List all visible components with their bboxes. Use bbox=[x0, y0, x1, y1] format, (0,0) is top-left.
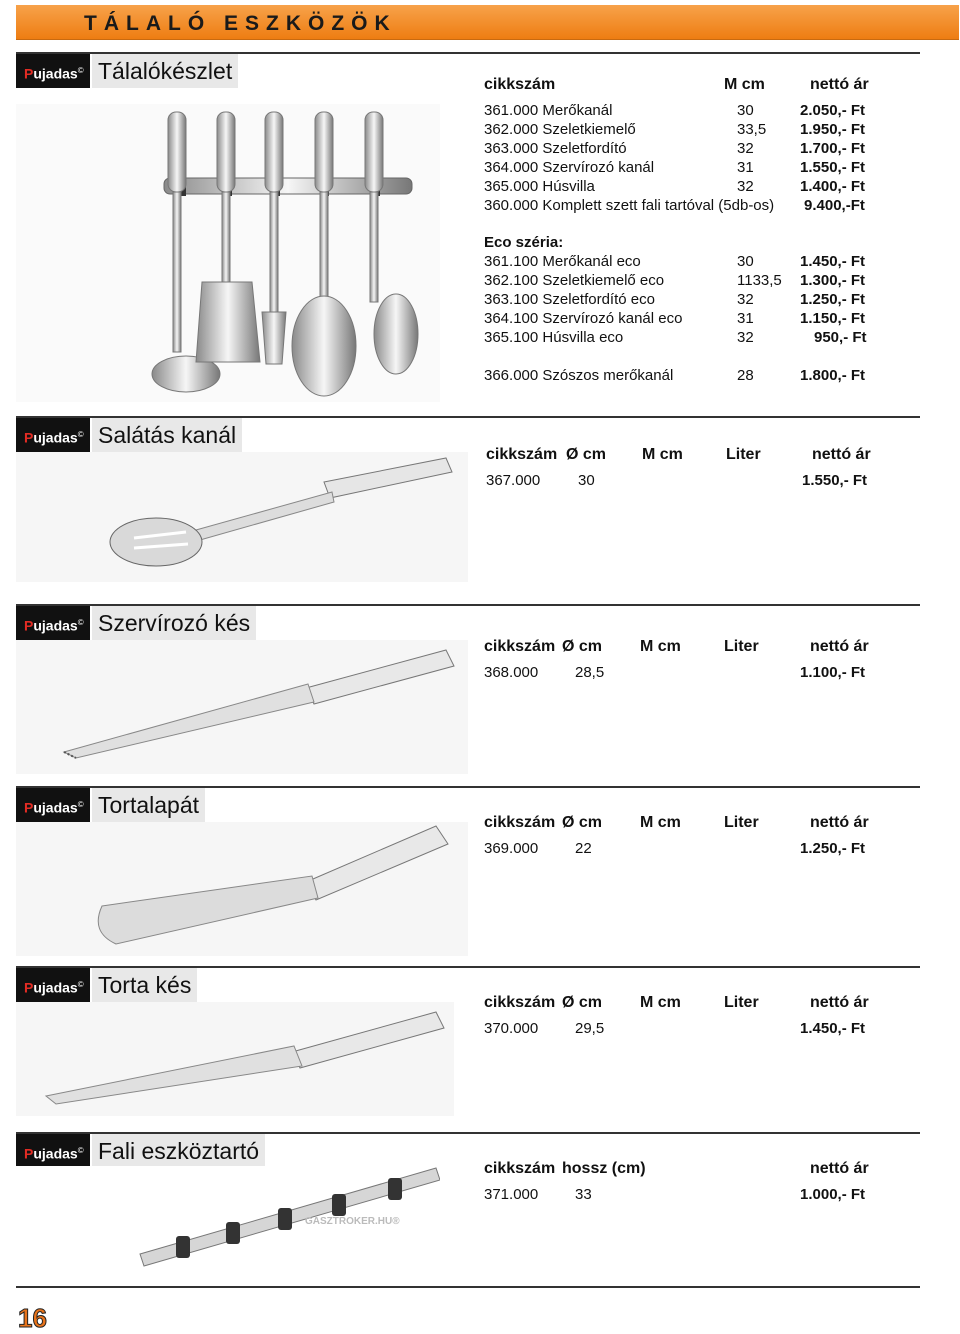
brand-logo: Pujadas© bbox=[16, 54, 90, 88]
section-title: Tálalókészlet bbox=[92, 54, 238, 88]
col-header-price: nettó ár bbox=[810, 814, 869, 831]
banner-title: TÁLALÓ ESZKÖZÖK bbox=[84, 12, 397, 35]
col-header-d: Ø cm bbox=[562, 814, 603, 831]
col-header-price: nettó ár bbox=[810, 76, 869, 93]
product-photo-cake-server bbox=[16, 822, 468, 956]
col-header-code: cikkszám bbox=[486, 446, 558, 463]
price-table: cikkszám hossz (cm) nettó ár 371.000 33 1.000,- Ft bbox=[484, 1160, 869, 1203]
section-talalokeszlet bbox=[16, 52, 920, 402]
price-table: cikkszám M cm nettó ár 361.000 Merőkanál 30 2.050,- Ft 362.000 Szeletkiemelő 33,5 1.950,- Ft 363.000 Szeletfordító 32 1.700,- Ft 364.000 Szervírozó kanál 31 1.550,- Ft 365.000 Húsvilla 32 1.400,- Ft 360.000 Komplett szett fali tartóval (5db-os) 9.400,-Ft Eco széria: 361.100 Merőkanál eco 30 1.450,- Ft 362.100 Szeletkiemelő eco 1133,5 1.300,- Ft 363.100 Szeletfordító eco 32 1.250,- Ft 364.100 Szervírozó kanál eco 31 1.150,- Ft 365.100 Húsvilla eco 32 950,- Ft 366.000 Szószos merőkanál 28 1.800,- Ft bbox=[484, 76, 869, 384]
price-table: cikkszám Ø cm M cm Liter nettó ár 367.000 30 1.550,- Ft bbox=[486, 446, 871, 489]
product-photo-serving-knife bbox=[16, 640, 468, 774]
col-header-price: nettó ár bbox=[810, 1160, 869, 1177]
watermark: GASZTROKER.HU® bbox=[305, 1216, 400, 1227]
col-header-length: hossz (cm) bbox=[562, 1160, 646, 1177]
brand-logo: Pujadas© bbox=[16, 1134, 90, 1168]
section-title: Tortalapát bbox=[92, 788, 205, 822]
section-title: Szervírozó kés bbox=[92, 606, 256, 640]
col-header-m: M cm bbox=[640, 814, 681, 831]
price-table: cikkszám Ø cm M cm Liter nettó ár 369.000 22 1.250,- Ft bbox=[484, 814, 869, 857]
col-header-code: cikkszám bbox=[484, 814, 556, 831]
col-header-code: cikkszám bbox=[484, 994, 556, 1011]
col-header-code: cikkszám bbox=[484, 1160, 556, 1177]
section-torta-kes bbox=[16, 966, 920, 1116]
eco-label: Eco széria: bbox=[484, 234, 564, 251]
col-header-l: Liter bbox=[726, 446, 761, 463]
col-header-l: Liter bbox=[724, 994, 759, 1011]
col-header-l: Liter bbox=[724, 814, 759, 831]
col-header-code: cikkszám bbox=[484, 76, 556, 93]
brand-logo: Pujadas© bbox=[16, 788, 90, 822]
col-header-m: M cm bbox=[724, 76, 765, 93]
brand-logo: Pujadas© bbox=[16, 606, 90, 640]
page-number: 16 bbox=[18, 1303, 47, 1333]
col-header-d: Ø cm bbox=[566, 446, 607, 463]
col-header-m: M cm bbox=[642, 446, 683, 463]
col-header-price: nettó ár bbox=[810, 638, 869, 655]
col-header-d: Ø cm bbox=[562, 994, 603, 1011]
col-header-m: M cm bbox=[640, 994, 681, 1011]
price-table: cikkszám Ø cm M cm Liter nettó ár 370.000 29,5 1.450,- Ft bbox=[484, 994, 869, 1037]
col-header-d: Ø cm bbox=[562, 638, 603, 655]
section-fali-eszkoztarto bbox=[16, 1132, 920, 1288]
section-title: Torta kés bbox=[92, 968, 197, 1002]
col-header-price: nettó ár bbox=[812, 446, 871, 463]
product-photo-salad-spoon bbox=[16, 452, 468, 582]
section-title: Fali eszköztartó bbox=[92, 1134, 265, 1168]
product-photo-utensil-set bbox=[16, 104, 440, 402]
brand-logo: Pujadas© bbox=[16, 418, 90, 452]
col-header-price: nettó ár bbox=[810, 994, 869, 1011]
footer-divider bbox=[16, 1286, 920, 1288]
col-header-m: M cm bbox=[640, 638, 681, 655]
section-title: Salátás kanál bbox=[92, 418, 242, 452]
product-photo-cake-knife bbox=[16, 1002, 454, 1116]
col-header-l: Liter bbox=[724, 638, 759, 655]
section-szervirozo-kes bbox=[16, 604, 920, 776]
brand-logo: Pujadas© bbox=[16, 968, 90, 1002]
section-tortalapat bbox=[16, 786, 920, 956]
price-table: cikkszám Ø cm M cm Liter nettó ár 368.000 28,5 1.100,- Ft bbox=[484, 638, 869, 681]
col-header-code: cikkszám bbox=[484, 638, 556, 655]
section-salatas-kanal bbox=[16, 416, 920, 584]
header-banner bbox=[16, 5, 959, 40]
